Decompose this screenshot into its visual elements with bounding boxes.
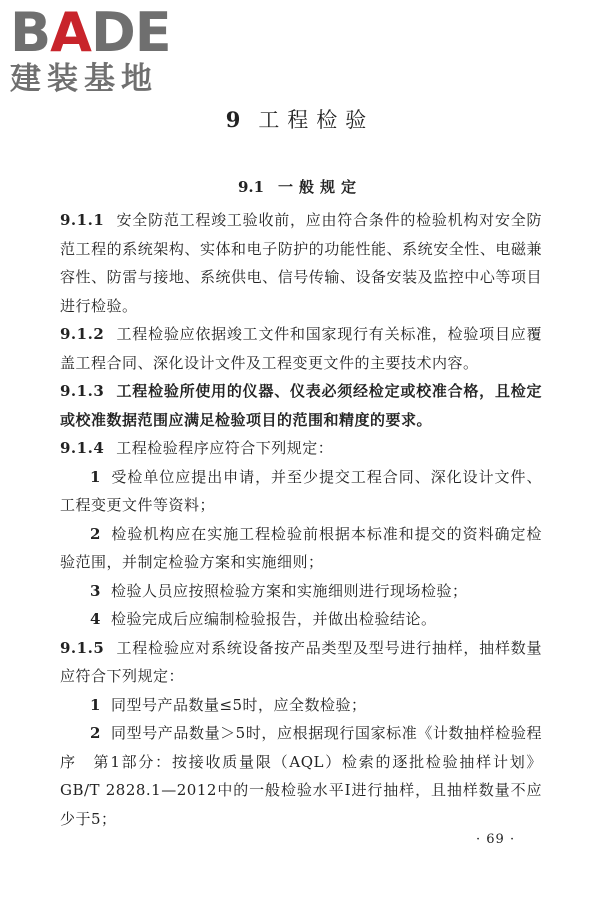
item-text: 同型号产品数量≤5时，应全数检验； xyxy=(110,695,367,714)
item-number: 3 xyxy=(90,581,101,600)
section-number: 9.1 xyxy=(237,178,265,196)
page-number: · 69 · xyxy=(476,832,516,847)
clause-text: 工程检验所使用的仪器、仪表必须经检定或校准合格，且检定或校准数据范围应满足检验项目的范围和精度的要求。 xyxy=(60,382,542,429)
clause-number: 9.1.3 xyxy=(60,382,105,400)
document-body xyxy=(60,206,542,833)
list-item xyxy=(60,463,542,520)
clause-number: 9.1.2 xyxy=(60,325,105,343)
list-item xyxy=(60,605,542,634)
logo-letter-b: B xyxy=(10,1,51,64)
item-number: 1 xyxy=(90,695,101,714)
clause-text: 工程检验应依据竣工文件和国家现行有关标准，检验项目应覆盖工程合同、深化设计文件及工程变更文件的主要技术内容。 xyxy=(60,325,542,372)
logo-letters-de: DE xyxy=(90,1,171,64)
item-text: 同型号产品数量＞5时，应根据现行国家标准《计数抽样检验程序 第1部分：按接收质量限（AQL）检索的逐批检验抽样计划》GB/T 2828.1—2012中的一般检验水平Ⅰ进行抽样，且抽样数量不应少于5； xyxy=(60,724,542,828)
chapter-title xyxy=(0,104,600,134)
clause-number: 9.1.5 xyxy=(60,638,105,657)
clause-text: 安全防范工程竣工验收前，应由符合条件的检验机构对安全防范工程的系统架构、实体和电子防护的功能性能、系统安全性、电磁兼容性、防雷与接地、系统供电、信号传输、设备安装及监控中心等项目进行检验。 xyxy=(60,211,542,315)
item-number: 2 xyxy=(90,724,101,742)
item-text: 检验人员应按照检验方案和实施细则进行现场检验； xyxy=(110,581,468,600)
section-title-text: 一般规定 xyxy=(278,178,363,196)
logo-wordmark xyxy=(10,1,180,64)
clause-9-1-2 xyxy=(60,320,542,377)
chapter-title-text: 工程检验 xyxy=(258,108,375,132)
clause-9-1-1 xyxy=(60,206,542,320)
list-item xyxy=(60,719,542,833)
list-item xyxy=(60,520,542,577)
clause-text: 工程检验程序应符合下列规定： xyxy=(116,439,334,457)
item-number: 1 xyxy=(90,467,101,486)
clause-9-1-4 xyxy=(60,434,542,463)
clause-text: 工程检验应对系统设备按产品类型及型号进行抽样，抽样数量应符合下列规定： xyxy=(60,638,542,685)
item-number: 2 xyxy=(90,524,101,543)
item-number: 4 xyxy=(90,610,101,628)
section-title xyxy=(0,176,600,197)
clause-9-1-5 xyxy=(60,634,542,691)
item-text: 检验完成后应编制检验报告，并做出检验结论。 xyxy=(110,610,437,628)
list-item xyxy=(60,577,542,606)
list-item xyxy=(60,691,542,720)
chapter-number: 9 xyxy=(225,107,243,132)
logo-letter-a: A xyxy=(50,1,91,64)
bade-logo xyxy=(10,1,180,97)
clause-number: 9.1.1 xyxy=(60,211,105,229)
item-text: 检验机构应在实施工程检验前根据本标准和提交的资料确定检验范围，并制定检验方案和实施细则； xyxy=(60,524,542,571)
clause-9-1-3 xyxy=(60,377,542,434)
clause-number: 9.1.4 xyxy=(60,439,105,457)
logo-chinese-name: 建装基地 xyxy=(10,61,158,97)
item-text: 受检单位应提出申请，并至少提交工程合同、深化设计文件、工程变更文件等资料； xyxy=(60,467,542,514)
